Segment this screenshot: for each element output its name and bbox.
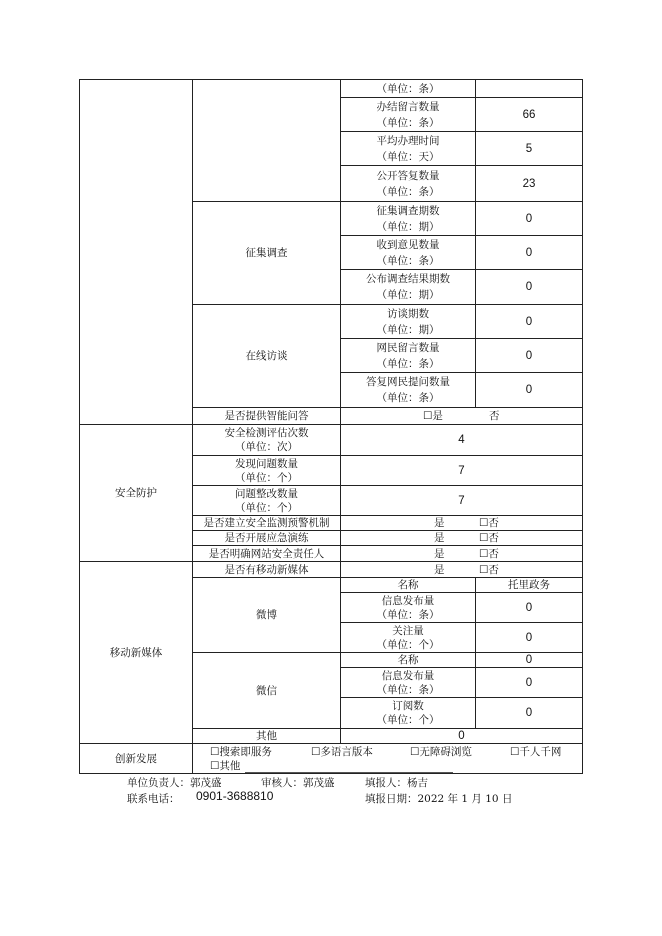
label-text: 微信 bbox=[256, 684, 277, 697]
value-survey-periods bbox=[475, 201, 583, 236]
label-text: 发现问题数量 bbox=[235, 457, 298, 470]
value-text: 0 bbox=[525, 384, 533, 396]
subcategory-survey bbox=[192, 201, 341, 305]
value-issues-found bbox=[340, 455, 583, 486]
innovation-options bbox=[192, 743, 583, 774]
yes-text: 是 bbox=[434, 517, 445, 529]
value-opinions bbox=[475, 235, 583, 270]
category-innovation bbox=[79, 743, 193, 774]
row-label-warning-mechanism bbox=[192, 515, 341, 531]
category-mobile-media bbox=[79, 561, 193, 744]
weibo-name-label bbox=[340, 577, 476, 593]
value-responsible-person bbox=[340, 545, 583, 562]
value-cell bbox=[475, 79, 583, 98]
label-text: 信息发布量 bbox=[381, 594, 435, 607]
category-security bbox=[79, 424, 193, 562]
no-checkbox-text: ☐否 bbox=[479, 517, 499, 529]
label-text: 在线访谈 bbox=[245, 350, 288, 362]
value-text: 0 bbox=[525, 281, 533, 293]
category-cell-top bbox=[79, 79, 193, 425]
value-text: 5 bbox=[525, 142, 533, 155]
value-text: 0 bbox=[525, 707, 533, 719]
option-search-service: ☐搜索即服务 bbox=[210, 746, 272, 758]
wechat-posts-label bbox=[340, 667, 476, 698]
no-checkbox-text: ☐否 bbox=[479, 563, 499, 576]
label-text: 答复网民提问数量 bbox=[366, 376, 450, 388]
value-text: 23 bbox=[522, 177, 536, 190]
label-text: 网民留言数量 bbox=[376, 341, 440, 354]
label-text: 收到意见数量 bbox=[376, 238, 440, 251]
label-text: 名称 bbox=[397, 654, 419, 666]
label-text: 是否有移动新媒体 bbox=[224, 563, 309, 576]
subcategory-wechat bbox=[192, 652, 341, 729]
value-text: 0 bbox=[525, 601, 533, 614]
unit-text: （单位：次） bbox=[235, 441, 298, 453]
reviewer: 审核人：郭茂盛 bbox=[261, 777, 335, 789]
weibo-follow-value bbox=[475, 622, 583, 653]
value-warning-mechanism bbox=[340, 515, 583, 531]
row-label-has-mobile-media bbox=[192, 561, 341, 578]
value-text: 0 bbox=[525, 631, 533, 644]
label-text: 安全检测评估次数 bbox=[224, 427, 309, 439]
value-issues-fixed bbox=[340, 485, 583, 516]
no-checkbox-text: ☐否 bbox=[479, 547, 499, 560]
row-label-smart-qa bbox=[192, 407, 341, 425]
label-text: 公开答复数量 bbox=[376, 169, 440, 182]
label-text: 问题整改数量 bbox=[235, 487, 298, 500]
label-text: 其他 bbox=[256, 730, 277, 742]
no-text: 否 bbox=[489, 410, 500, 422]
value-has-mobile-media bbox=[340, 561, 583, 578]
label-text: 微博 bbox=[256, 609, 277, 621]
unit-text: （单位：条） bbox=[376, 116, 440, 129]
option-multilingual: ☐多语言版本 bbox=[311, 746, 373, 758]
label-text: 是否提供智能问答 bbox=[224, 410, 309, 422]
value-security-checks bbox=[340, 424, 583, 456]
unit-head: 单位负责人：郭茂盛 bbox=[127, 777, 222, 789]
unit-text: （单位：条） bbox=[376, 392, 440, 404]
yes-checkbox-text: ☐是 bbox=[423, 410, 443, 422]
unit-text: （单位：条） bbox=[376, 254, 440, 267]
wechat-sub-label bbox=[340, 697, 476, 729]
value-done-messages bbox=[475, 97, 583, 132]
value-text: 7 bbox=[458, 494, 465, 507]
value-text: 0 bbox=[458, 730, 465, 742]
value-text: 0 bbox=[525, 315, 533, 328]
value-smart-qa bbox=[340, 407, 583, 425]
row-label-survey-results bbox=[340, 269, 476, 305]
label-text: 征集调查期数 bbox=[376, 204, 440, 217]
label-text: 征集调查 bbox=[245, 247, 288, 259]
unit-text: （单位：期） bbox=[376, 323, 440, 336]
label-text: 订阅数 bbox=[392, 700, 424, 712]
phone-number: 0901-3688810 bbox=[196, 789, 274, 803]
label-text: 创新发展 bbox=[115, 752, 157, 765]
other-underline bbox=[245, 772, 453, 773]
label-text: 访谈期数 bbox=[387, 307, 429, 320]
weibo-name-value bbox=[475, 577, 583, 593]
label-text: 是否建立安全监测预警机制 bbox=[203, 517, 330, 529]
label-text: 平均办理时间 bbox=[376, 134, 440, 147]
row-label-issues-found bbox=[192, 455, 341, 486]
value-replies bbox=[475, 372, 583, 408]
value-interview-periods bbox=[475, 304, 583, 339]
wechat-posts-value bbox=[475, 667, 583, 698]
unit-text: （单位：期） bbox=[376, 289, 440, 301]
row-label-responsible-person bbox=[192, 545, 341, 562]
label-text: 移动新媒体 bbox=[109, 646, 163, 659]
label-text: 关注量 bbox=[392, 624, 424, 637]
value-survey-results bbox=[475, 269, 583, 305]
subcategory-interview bbox=[192, 304, 341, 408]
unit-text: （单位：条） bbox=[376, 82, 440, 95]
unit-text: （单位：条） bbox=[376, 185, 440, 198]
yes-text: 是 bbox=[434, 547, 445, 560]
label-text: 办结留言数量 bbox=[376, 100, 440, 113]
label-text: 是否明确网站安全责任人 bbox=[208, 547, 325, 560]
unit-text: （单位：个） bbox=[376, 638, 440, 651]
label-text: 名称 bbox=[397, 579, 419, 591]
wechat-sub-value bbox=[475, 697, 583, 729]
row-label-done-messages bbox=[340, 97, 476, 132]
yes-text: 是 bbox=[434, 563, 445, 576]
wechat-name-value bbox=[475, 652, 583, 668]
row-label-security-checks bbox=[192, 424, 341, 456]
value-public-replies bbox=[475, 165, 583, 202]
unit-text: （单位：个） bbox=[376, 714, 440, 726]
row-label-replies bbox=[340, 372, 476, 408]
unit-text: （单位：个） bbox=[235, 471, 298, 484]
option-personalized: ☐千人千网 bbox=[510, 746, 562, 758]
option-other: ☐其他 bbox=[210, 760, 241, 772]
unit-text: （单位：条） bbox=[376, 683, 440, 696]
value-avg-time bbox=[475, 131, 583, 166]
unit-text: （单位：天） bbox=[376, 150, 440, 163]
subcategory-cell-messages bbox=[192, 79, 341, 202]
row-label-public-replies bbox=[340, 165, 476, 202]
weibo-follow-label bbox=[340, 622, 476, 653]
label-text: 安全防护 bbox=[115, 487, 157, 499]
label-text: 公布调查结果期数 bbox=[366, 273, 450, 285]
value-text: 托里政务 bbox=[508, 579, 550, 591]
value-text: 0 bbox=[525, 654, 533, 666]
filler: 填报人：杨吉 bbox=[365, 777, 428, 789]
weibo-posts-label bbox=[340, 592, 476, 623]
row-label-survey-periods bbox=[340, 201, 476, 236]
label-text: 是否开展应急演练 bbox=[224, 532, 309, 544]
value-text: 0 bbox=[525, 212, 533, 225]
no-checkbox-text: ☐否 bbox=[479, 532, 499, 544]
value-emergency-drill bbox=[340, 530, 583, 546]
row-label-emergency-drill bbox=[192, 530, 341, 546]
value-text: 0 bbox=[525, 676, 533, 689]
subcategory-weibo bbox=[192, 577, 341, 653]
value-text: 0 bbox=[525, 349, 533, 362]
label-text: 信息发布量 bbox=[381, 669, 435, 682]
fill-date: 填报日期：2022 年 1 月 10 日 bbox=[365, 793, 513, 805]
option-accessibility: ☐无障碍浏览 bbox=[410, 746, 472, 758]
row-label-opinions bbox=[340, 235, 476, 270]
wechat-name-label bbox=[340, 652, 476, 668]
unit-text: （单位：条） bbox=[376, 608, 440, 621]
value-text: 7 bbox=[458, 464, 465, 477]
value-netizen-messages bbox=[475, 338, 583, 373]
value-text: 4 bbox=[458, 434, 465, 446]
unit-text: （单位：期） bbox=[376, 220, 440, 233]
yes-text: 是 bbox=[434, 532, 445, 544]
row-label-interview-periods bbox=[340, 304, 476, 339]
value-text: 0 bbox=[525, 246, 533, 259]
row-label-other-media bbox=[192, 728, 341, 744]
value-other-media bbox=[340, 728, 583, 744]
unit-text: （单位：个） bbox=[235, 501, 298, 514]
phone-label: 联系电话： bbox=[127, 793, 180, 805]
weibo-posts-value bbox=[475, 592, 583, 623]
unit-cell bbox=[340, 79, 476, 98]
row-label-issues-fixed bbox=[192, 485, 341, 516]
row-label-netizen-messages bbox=[340, 338, 476, 373]
value-text: 66 bbox=[522, 108, 536, 121]
row-label-avg-time bbox=[340, 131, 476, 166]
unit-text: （单位：条） bbox=[376, 357, 440, 370]
